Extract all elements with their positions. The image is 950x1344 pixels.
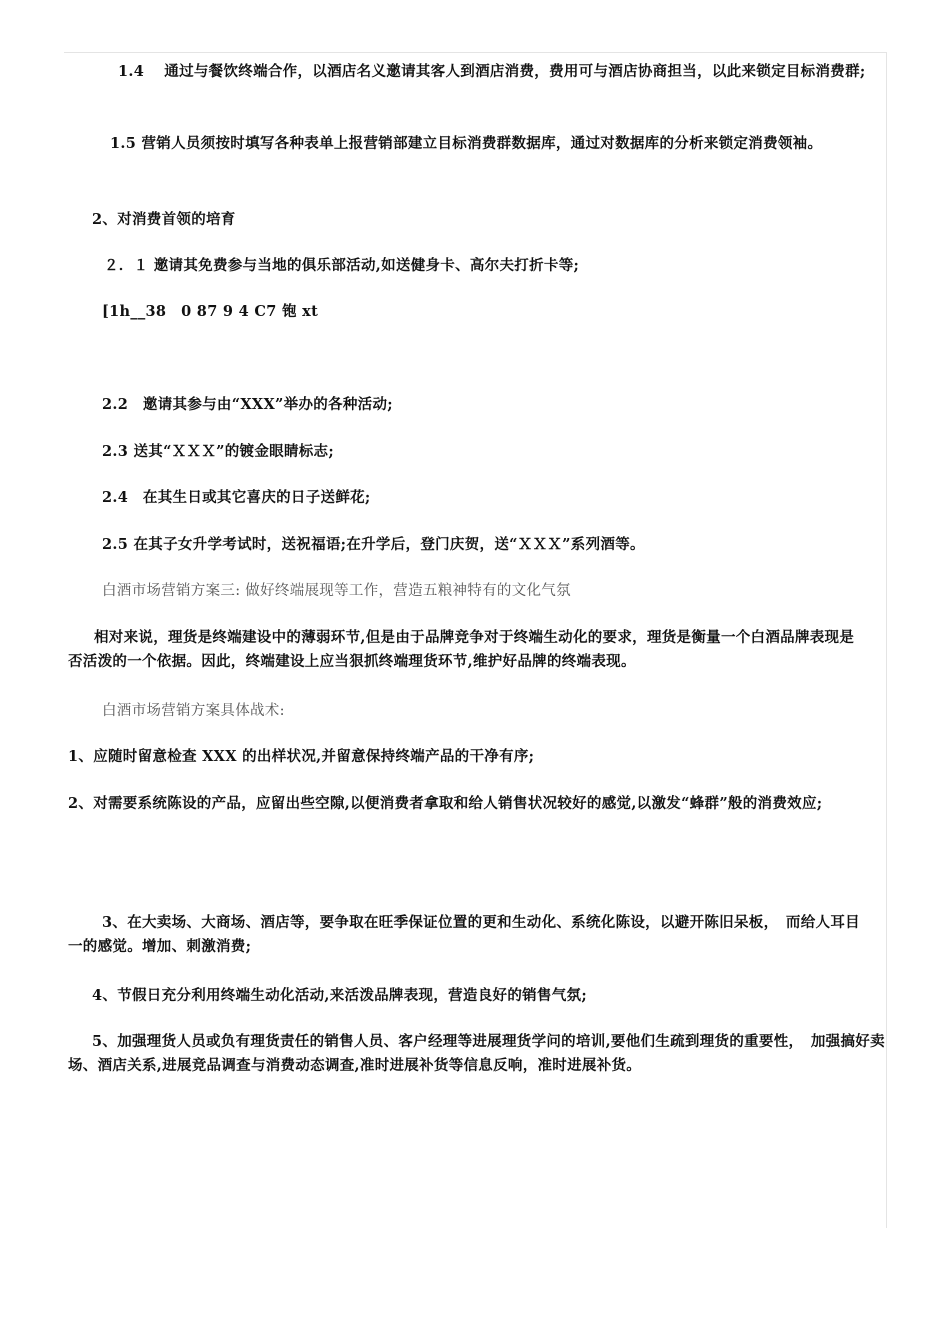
paragraph-2-3: 2.3 送其“ＸＸＸ”的镀金眼睛标志; [102, 443, 335, 460]
section-heading-2: 2、对消费首领的培育 [92, 211, 236, 228]
paragraph-2-5: 2.5 在其子女升学考试时，送祝福语;在升学后，登门庆贺，送“ＸＸＸ”系列酒等。 [102, 536, 645, 553]
plan-three-heading: 白酒市场营销方案三: 做好终端展现等工作，营造五粮神特有的文化气氛 [102, 583, 571, 599]
paragraph-2-1: ２．１ 邀请其免费参与当地的俱乐部活动,如送健身卡、高尔夫打折卡等; [104, 257, 580, 274]
paragraph-1-4: 1.4 通过与餐饮终端合作，以酒店名义邀请其客人到酒店消费，费用可与酒店协商担当，以此来锁定目标消费群; [118, 63, 866, 80]
tactics-heading: 白酒市场营销方案具体战术: [102, 703, 285, 719]
paragraph-1-5: 1.5 营销人员须按时填写各种表单上报营销部建立目标消费群数据库，通过对数据库的分析来锁定消费领袖。 [110, 135, 823, 152]
tactic-3: 3、在大卖场、大商场、酒店等，要争取在旺季保证位置的更和生动化、系统化陈设，以避开陈旧呆板， 而给人耳目一的感觉。增加、刺激消费; [68, 914, 860, 955]
paragraph-merchandising: 相对来说，理货是终端建设中的薄弱环节,但是由于品牌竞争对于终端生动化的要求，理货是衡量一个白酒品牌表现是否活泼的一个依据。因此，终端建设上应当狠抓终端理货环节,维护好品牌的终端表现。 [68, 629, 855, 670]
paragraph-2-2: 2.2 邀请其参与由“XXX”举办的各种活动; [102, 396, 393, 413]
garbled-line: [1h__38 0 87 9 4 C7 铇 xt [102, 303, 319, 320]
tactic-4: 4、节假日充分利用终端生动化活动,来活泼品牌表现，营造良好的销售气氛; [92, 987, 587, 1004]
paragraph-2-4: 2.4 在其生日或其它喜庆的日子送鲜花; [102, 489, 371, 506]
tactic-5: 5、加强理货人员或负有理货责任的销售人员、客户经理等进展理货学问的培训,要他们生疏到理货的重要性， 加强搞好卖场、酒店关系,进展竞品调查与消费动态调查,准时进展补货等信息反响，准时进展补货。 [68, 1033, 885, 1074]
tactic-1: 1、应随时留意检查 XXX 的出样状况,并留意保持终端产品的干净有序; [68, 748, 535, 765]
tactic-2: 2、对需要系统陈设的产品，应留出些空隙,以便消费者拿取和给人销售状况较好的感觉,以激发“蜂群”般的消费效应; [68, 795, 823, 812]
